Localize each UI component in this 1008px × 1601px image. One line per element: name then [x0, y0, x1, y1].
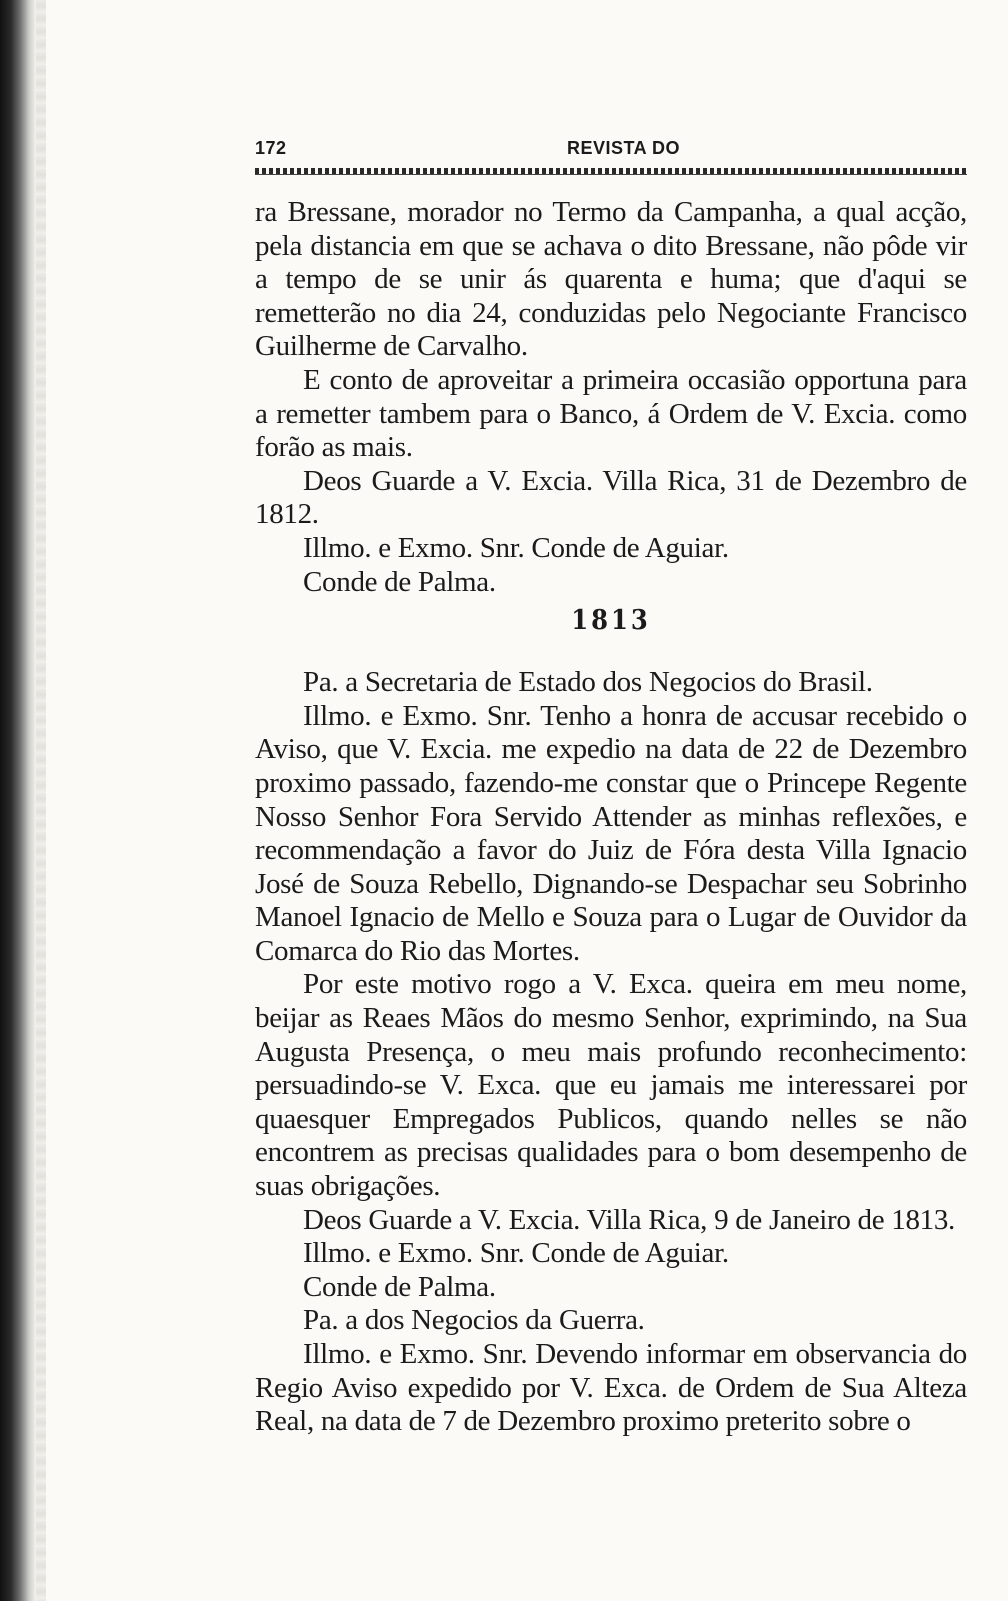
paragraph: E conto de aproveitar a primeira occasião opportuna para a remetter tambem para o Banco, á Ordem de V. Excia. como forão as mais. [255, 363, 967, 464]
page-number: 172 [255, 138, 287, 158]
paragraph: Por este motivo rogo a V. Exca. queira em meu nome, beijar as Reaes Mãos do mesmo Senhor, exprimindo, na Sua Augusta Presença, o meu mais profundo reconhecimento: persuadindo-se V. Exca. que eu jamais me interessarei por quaesquer Empregados Publicos, quando nelles se não encontrem as precisas qualidades para o bom desempenho de suas obrigações. [255, 968, 967, 1203]
running-head: REVISTA DO [567, 138, 681, 158]
paragraph: ra Bressane, morador no Termo da Campanha, a qual acção, pela distancia em que se achava o dito Bressane, não pôde vir a tempo de se unir ás quarenta e huma; que d'aqui se remetterão no dia 24, conduzidas pelo Negociante Francisco Guilherme de Carvalho. [255, 196, 967, 363]
document-body [255, 196, 967, 1439]
paragraph: Illmo. e Exmo. Snr. Devendo informar em observancia do Regio Aviso expedido por V. Exca. de Ordem de Sua Alteza Real, na data de 7 de Dezembro proximo preterito sobre o [255, 1338, 967, 1438]
paragraph: Deos Guarde a V. Excia. Villa Rica, 31 de Dezembro de 1812. [255, 464, 967, 531]
paragraph: Deos Guarde a V. Excia. Villa Rica, 9 de Janeiro de 1813. [303, 1203, 956, 1236]
salutation-line: Illmo. e Exmo. Snr. Conde de Aguiar. [303, 531, 729, 564]
year-heading: 1813 [571, 605, 651, 637]
header-rule [255, 168, 967, 175]
address-line: Pa. a dos Negocios da Guerra. [303, 1304, 645, 1337]
address-line: Pa. a Secretaria de Estado dos Negocios do Brasil. [303, 666, 873, 699]
signature-line: Conde de Palma. [303, 1270, 496, 1303]
book-gutter [36, 0, 46, 1601]
paragraph: Illmo. e Exmo. Snr. Tenho a honra de accusar recebido o Aviso, que V. Excia. me expedio na data de 22 de Dezembro proximo passado, fazendo-me constar que o Princepe Regente Nosso Senhor Fora Servido Attender as minhas reflexões, e recommendação a favor do Juiz de Fóra desta Villa Ignacio José de Souza Rebello, Dignando-se Despachar seu Sobrinho Manoel Ignacio de Mello e Souza para o Lugar de Ouvidor da Comarca do Rio das Mortes. [255, 699, 967, 967]
salutation-line: Illmo. e Exmo. Snr. Conde de Aguiar. [303, 1237, 729, 1270]
book-spine-shadow [0, 0, 36, 1601]
signature-line: Conde de Palma. [303, 565, 496, 598]
page-header [255, 138, 967, 162]
